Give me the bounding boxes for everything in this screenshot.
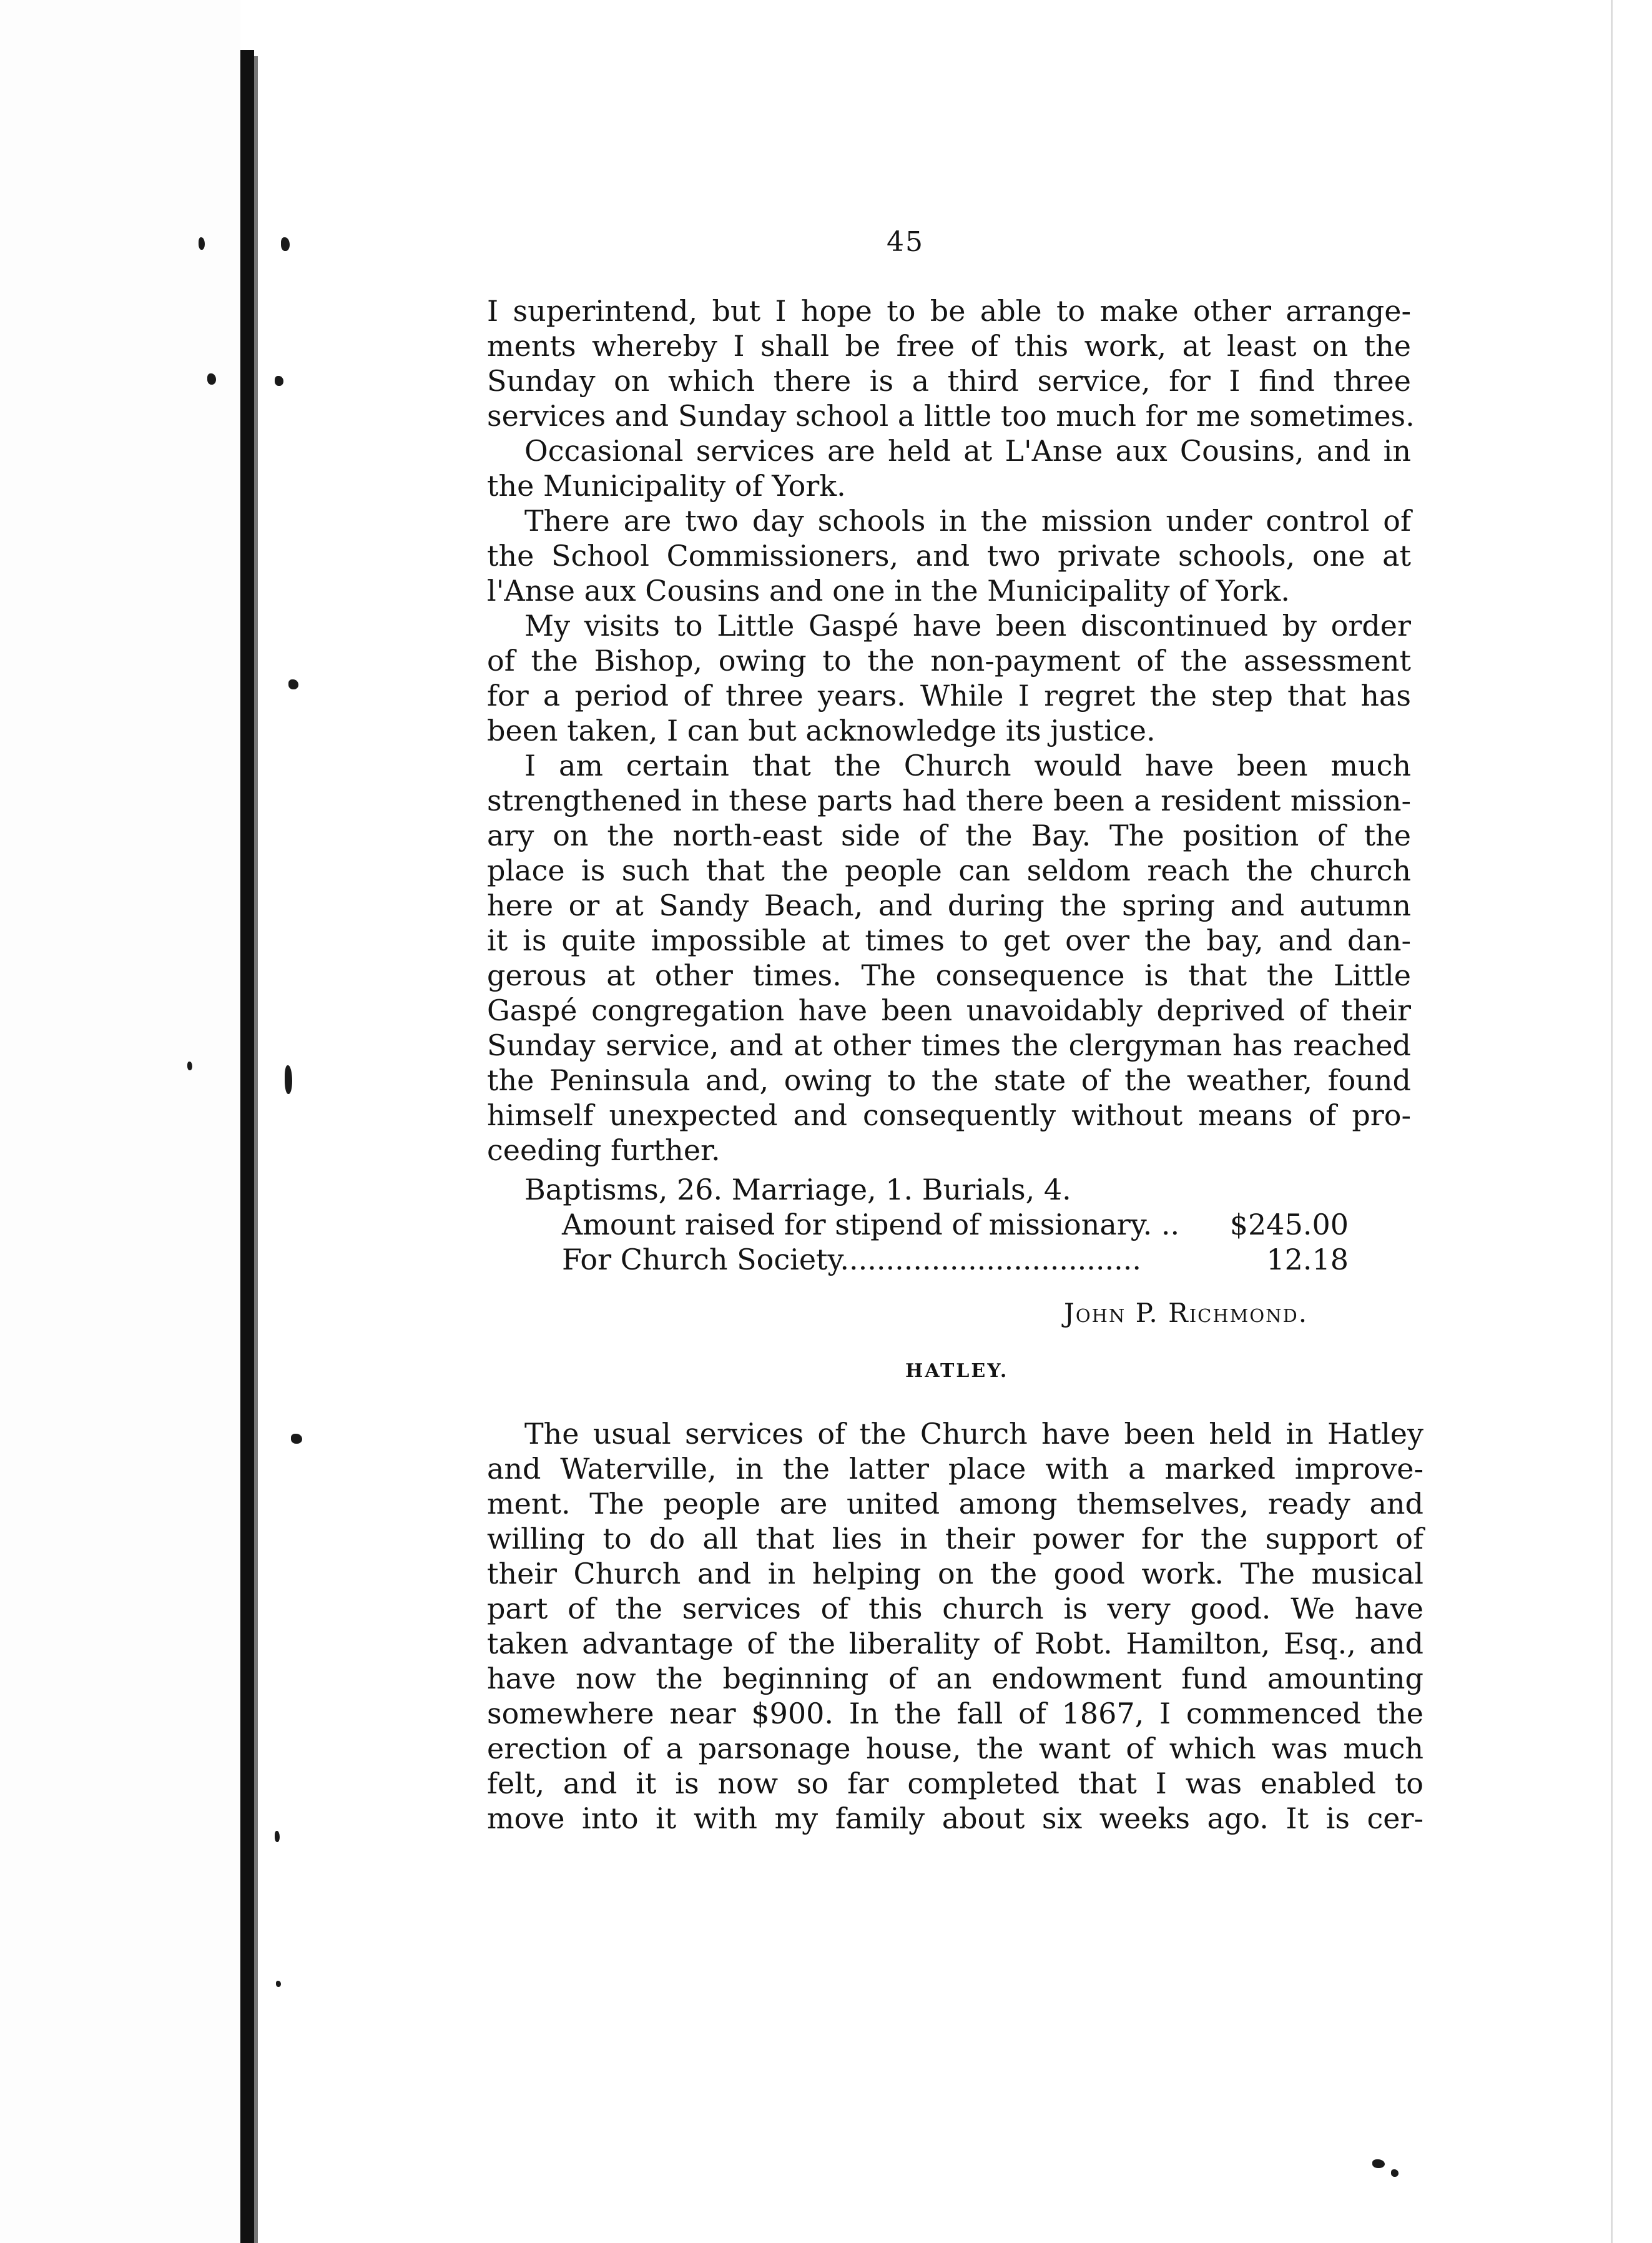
text-line: place is such that the people can seldom reach the church <box>487 854 1411 887</box>
scan-speck <box>288 679 298 689</box>
statistics-summary: Baptisms, 26. Marriage, 1. Burials, 4. <box>524 1173 1071 1206</box>
text-line: l'Anse aux Cousins and one in the Municipality of York. <box>487 574 1290 608</box>
scan-speck <box>275 376 283 386</box>
facing-page-edge <box>0 0 240 2243</box>
text-line: Gaspé congregation have been unavoidably deprived of their <box>487 993 1411 1027</box>
text-line: felt, and it is now so far completed that I was enabled to <box>487 1767 1423 1800</box>
binding-shadow <box>240 50 254 2243</box>
text-line: have now the beginning of an endowment fund amounting <box>487 1662 1423 1695</box>
scan-speck <box>281 237 290 251</box>
page-edge <box>1611 0 1652 2243</box>
text-line: Occasional services are held at L'Anse aux Cousins, and in <box>524 434 1411 468</box>
text-line: their Church and in helping on the good work. The musical <box>487 1557 1423 1590</box>
scan-speck <box>207 373 216 385</box>
text-line: The usual services of the Church have been held in Hatley <box>524 1417 1423 1451</box>
text-line: strengthened in these parts had there been a resident mission- <box>487 784 1411 817</box>
text-line: the Peninsula and, owing to the state of the weather, found <box>487 1063 1411 1097</box>
text-line: erection of a parsonage house, the want of which was much <box>487 1732 1423 1765</box>
scan-speck <box>1391 2169 1399 2177</box>
scan-speck <box>199 237 205 250</box>
society-label: For Church Society................................. <box>562 1243 1141 1276</box>
scan-speck <box>291 1434 302 1444</box>
text-line: and Waterville, in the latter place with a marked improve- <box>487 1452 1423 1486</box>
stipend-label: Amount raised for stipend of missionary. .. <box>562 1208 1180 1241</box>
text-line: here or at Sandy Beach, and during the spring and autumn <box>487 889 1411 922</box>
scan-speck <box>187 1062 192 1070</box>
text-line: somewhere near $900. In the fall of 1867, I commenced the <box>487 1697 1423 1730</box>
text-line: I superintend, but I hope to be able to make other arrange- <box>487 294 1411 328</box>
section-heading: HATLEY. <box>905 1360 1009 1382</box>
text-line: the Municipality of York. <box>487 469 846 503</box>
text-line: Sunday on which there is a third service, for I find three <box>487 364 1411 398</box>
text-line: services and Sunday school a little too much for me sometimes. <box>487 399 1415 433</box>
text-line: of the Bishop, owing to the non-payment of the assessment <box>487 644 1411 678</box>
text-line: the School Commissioners, and two private schools, one at <box>487 539 1411 573</box>
text-line: I am certain that the Church would have been much <box>524 749 1411 782</box>
scan-speck <box>275 1831 280 1842</box>
text-line: ceeding further. <box>487 1133 720 1167</box>
page-number: 45 <box>887 226 924 258</box>
text-line: taken advantage of the liberality of Robt. Hamilton, Esq., and <box>487 1627 1423 1660</box>
text-line: part of the services of this church is very good. We have <box>487 1592 1423 1625</box>
scan-speck <box>276 1981 281 1987</box>
binding-shadow-inner <box>254 56 258 2243</box>
text-line: himself unexpected and consequently without means of pro- <box>487 1098 1411 1132</box>
text-line: been taken, I can but acknowledge its justice. <box>487 714 1156 747</box>
text-line: There are two day schools in the mission under control of <box>524 504 1411 538</box>
text-line: move into it with my family about six weeks ago. It is cer- <box>487 1802 1423 1835</box>
text-line: ary on the north-east side of the Bay. The position of the <box>487 819 1411 852</box>
signature: John P. Richmond. <box>1064 1298 1309 1328</box>
scan-speck <box>285 1065 292 1094</box>
text-line: ment. The people are united among themselves, ready and <box>487 1487 1423 1521</box>
text-line: willing to do all that lies in their power for the support of <box>487 1522 1423 1555</box>
text-line: ments whereby I shall be free of this work, at least on the <box>487 329 1411 363</box>
text-line: gerous at other times. The consequence is that the Little <box>487 959 1411 992</box>
text-line: it is quite impossible at times to get over the bay, and dan- <box>487 924 1411 957</box>
text-line: Sunday service, and at other times the clergyman has reached <box>487 1028 1411 1062</box>
text-line: for a period of three years. While I regret the step that has <box>487 679 1411 712</box>
scan-speck <box>1372 2159 1385 2168</box>
society-amount: 12.18 <box>1266 1243 1349 1276</box>
text-line: My visits to Little Gaspé have been discontinued by order <box>524 609 1411 643</box>
stipend-amount: $245.00 <box>1229 1208 1349 1241</box>
